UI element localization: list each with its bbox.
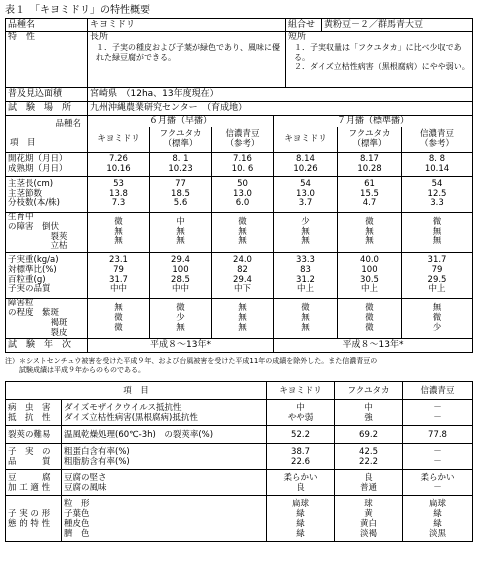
- trial-col-header: キヨミドリ: [274, 127, 338, 152]
- trial-value-cell: 中 無 無: [150, 213, 212, 253]
- col-shinano: 信濃青豆: [403, 382, 473, 400]
- characteristic-value: 良 普通: [335, 470, 403, 496]
- trial-corner-header: [6, 116, 88, 153]
- characteristic-value: 扁球 緑 緑 淡黒: [403, 496, 473, 542]
- trial-value-cell: 50 13.0 6.0: [212, 177, 274, 213]
- site-label: 試 験 場 所: [6, 102, 88, 116]
- trial-value-cell: 無 微 微: [88, 299, 150, 339]
- characteristic-value: 中 やや弱: [267, 400, 335, 426]
- trial-value-cell: 29.4 100 28.5 中中: [150, 253, 212, 299]
- trial-value-cell: 8.14 10.26: [274, 153, 338, 177]
- cross-value: 黄粉豆－２／群馬青大豆: [322, 19, 473, 32]
- trial-value-cell: 54 12.5 3.3: [402, 177, 473, 213]
- trial-value-cell: 微 微 微: [338, 299, 402, 339]
- trial-col-header: 信濃青豆 （参考）: [212, 127, 274, 152]
- trial-col-header: フクユタカ （標準）: [338, 127, 402, 152]
- trial-row: [6, 153, 473, 177]
- characteristic-value: 38.7 22.6: [267, 444, 335, 470]
- characteristic-category: 裂莢の難易: [6, 426, 62, 444]
- trial-col-header: 信濃青豆 （参考）: [402, 127, 473, 152]
- characteristic-value: 扁球 緑 緑 緑: [267, 496, 335, 542]
- years-june: 平成８～13年*: [88, 339, 274, 353]
- characteristic-item: 温風乾燥処理(60℃-3h) の裂莢率(%): [62, 426, 267, 444]
- trial-row: [6, 177, 473, 213]
- strengths-cell: [88, 32, 286, 88]
- characteristic-row: [6, 426, 473, 444]
- trial-value-cell: 微 無 無: [212, 213, 274, 253]
- july-sowing-header: ７月播（標準播）: [274, 116, 473, 127]
- weakness-cell: [286, 32, 473, 88]
- trial-value-cell: 無 微 少: [402, 299, 473, 339]
- weakness-text: １．子実収量は「フクユタカ」に比べ少収である。 ２．ダイズ立枯性病害（黒根腐病）にやや弱い。: [294, 43, 470, 71]
- trial-value-cell: 77 18.5 5.6: [150, 177, 212, 213]
- trial-value-cell: 31.7 79 29.5 中上: [402, 253, 473, 299]
- characteristic-value: 球 黄 黄白 淡褐: [335, 496, 403, 542]
- item-header: 項 目: [10, 138, 36, 148]
- characteristic-value: 52.2: [267, 426, 335, 444]
- variety-label: 品種名: [6, 19, 88, 32]
- trial-value-cell: 61 15.5 4.7: [338, 177, 402, 213]
- area-label: 普及見込面積: [6, 88, 88, 102]
- trial-value-cell: 8.17 10.28: [338, 153, 402, 177]
- characteristic-row: [6, 470, 473, 496]
- trial-col-header: キヨミドリ: [88, 127, 150, 152]
- col-fukuyutaka: フクユタカ: [335, 382, 403, 400]
- strengths-label: 長所: [90, 32, 109, 42]
- trial-value-cell: 53 13.8 7.3: [88, 177, 150, 213]
- characteristic-category: 病 虫 害 抵 抗 性: [6, 400, 62, 426]
- area-value: 宮崎県 （12ha、13年度現在）: [88, 88, 473, 102]
- trial-row-label: 開花期（月日） 成熟期（月日）: [6, 153, 88, 177]
- site-value: 九州沖縄農業研究センター （育成地）: [88, 102, 473, 116]
- characteristic-value: 中 強: [335, 400, 403, 426]
- characteristic-value: 77.8: [403, 426, 473, 444]
- trial-value-cell: 微 無 無: [88, 213, 150, 253]
- characteristic-value: 柔らかい 良: [267, 470, 335, 496]
- variety-value: キヨミドリ: [88, 19, 286, 32]
- characteristic-value: 69.2: [335, 426, 403, 444]
- years-label: 試 験 年 次: [6, 339, 88, 353]
- characteristic-category: 豆 腐 加 工 適 性: [6, 470, 62, 496]
- trial-value-cell: 無 無 無: [212, 299, 274, 339]
- characteristic-item: 粒 形 子葉色 種皮色 臍 色: [62, 496, 267, 542]
- trial-row-label: 主茎長(cm) 主茎節数 分枝数(本/株): [6, 177, 88, 213]
- trial-value-cell: 微 無 無: [338, 213, 402, 253]
- trial-value-cell: 微 無 無: [274, 299, 338, 339]
- characteristic-category: 子 実 の 形 態 的 特 性: [6, 496, 62, 542]
- trial-value-cell: 7.26 10.16: [88, 153, 150, 177]
- trial-row-label: 障害粒 の程度 紫斑 褐斑 裂皮: [6, 299, 88, 339]
- trial-value-cell: 7.16 10. 6: [212, 153, 274, 177]
- characteristics-table: [5, 381, 473, 542]
- table-title: 表１ 「キヨミドリ」の特性概要: [5, 5, 150, 16]
- characteristic-value: 42.5 22.2: [335, 444, 403, 470]
- trial-value-cell: 8. 1 10.23: [150, 153, 212, 177]
- weakness-label: 短所: [288, 32, 307, 42]
- trial-value-cell: 微 無 無: [402, 213, 473, 253]
- characteristic-value: 柔らかい －: [403, 470, 473, 496]
- characteristic-item: ダイズモザイクウイルス抵抗性 ダイズ立枯性病害(黒根腐病)抵抗性: [62, 400, 267, 426]
- years-july: 平成８～13年*: [274, 339, 473, 353]
- trial-col-header: フクユタカ （標準）: [150, 127, 212, 152]
- characteristic-item: 粗蛋白含有率(%) 粗脂肪含有率(%): [62, 444, 267, 470]
- trial-row: [6, 299, 473, 339]
- characteristic-value: － －: [403, 400, 473, 426]
- trial-value-cell: 33.3 83 31.2 中上: [274, 253, 338, 299]
- characteristic-row: [6, 496, 473, 542]
- characteristic-item: 豆腐の堅さ 豆腐の風味: [62, 470, 267, 496]
- trial-row-label: 生育中 の障害 倒伏 裂莢 立枯: [6, 213, 88, 253]
- item-header-2: 項 目: [6, 382, 267, 400]
- trial-row-label: 子実重(kg/a) 対標準比(%) 百粒重(g) 子実の品質: [6, 253, 88, 299]
- characteristic-category: 子 実 の 品 質: [6, 444, 62, 470]
- footnote: 注）＊シストセンチュウ被害を受けた平成９年、および台風被害を受けた平成11年の成績を除外した。また信濃青豆の 試験成績は平成９年からのものである。: [5, 357, 378, 375]
- cross-label: 組合せ: [286, 19, 322, 32]
- trial-value-cell: 24.0 82 29.4 中下: [212, 253, 274, 299]
- trial-row: [6, 253, 473, 299]
- characteristic-value: － －: [403, 444, 473, 470]
- trial-value-cell: 少 無 無: [274, 213, 338, 253]
- trial-value-cell: 23.1 79 31.7 中中: [88, 253, 150, 299]
- trial-table: [5, 116, 473, 353]
- variety-header: 品種名: [55, 119, 81, 129]
- june-sowing-header: ６月播（早播）: [88, 116, 274, 127]
- trial-value-cell: 54 13.0 3.7: [274, 177, 338, 213]
- info-table: [5, 18, 473, 116]
- trial-value-cell: 40.0 100 30.5 中上: [338, 253, 402, 299]
- trial-row: [6, 213, 473, 253]
- trial-value-cell: 8. 8 10.14: [402, 153, 473, 177]
- characteristic-row: [6, 400, 473, 426]
- strengths-text: １．子実の種皮および子葉が緑色であり、風味に優れた緑豆腐ができる。: [96, 43, 280, 62]
- traits-label: 特 性: [6, 32, 88, 88]
- characteristic-row: [6, 444, 473, 470]
- col-kiyomidori: キヨミドリ: [267, 382, 335, 400]
- trial-value-cell: 微 少 無: [150, 299, 212, 339]
